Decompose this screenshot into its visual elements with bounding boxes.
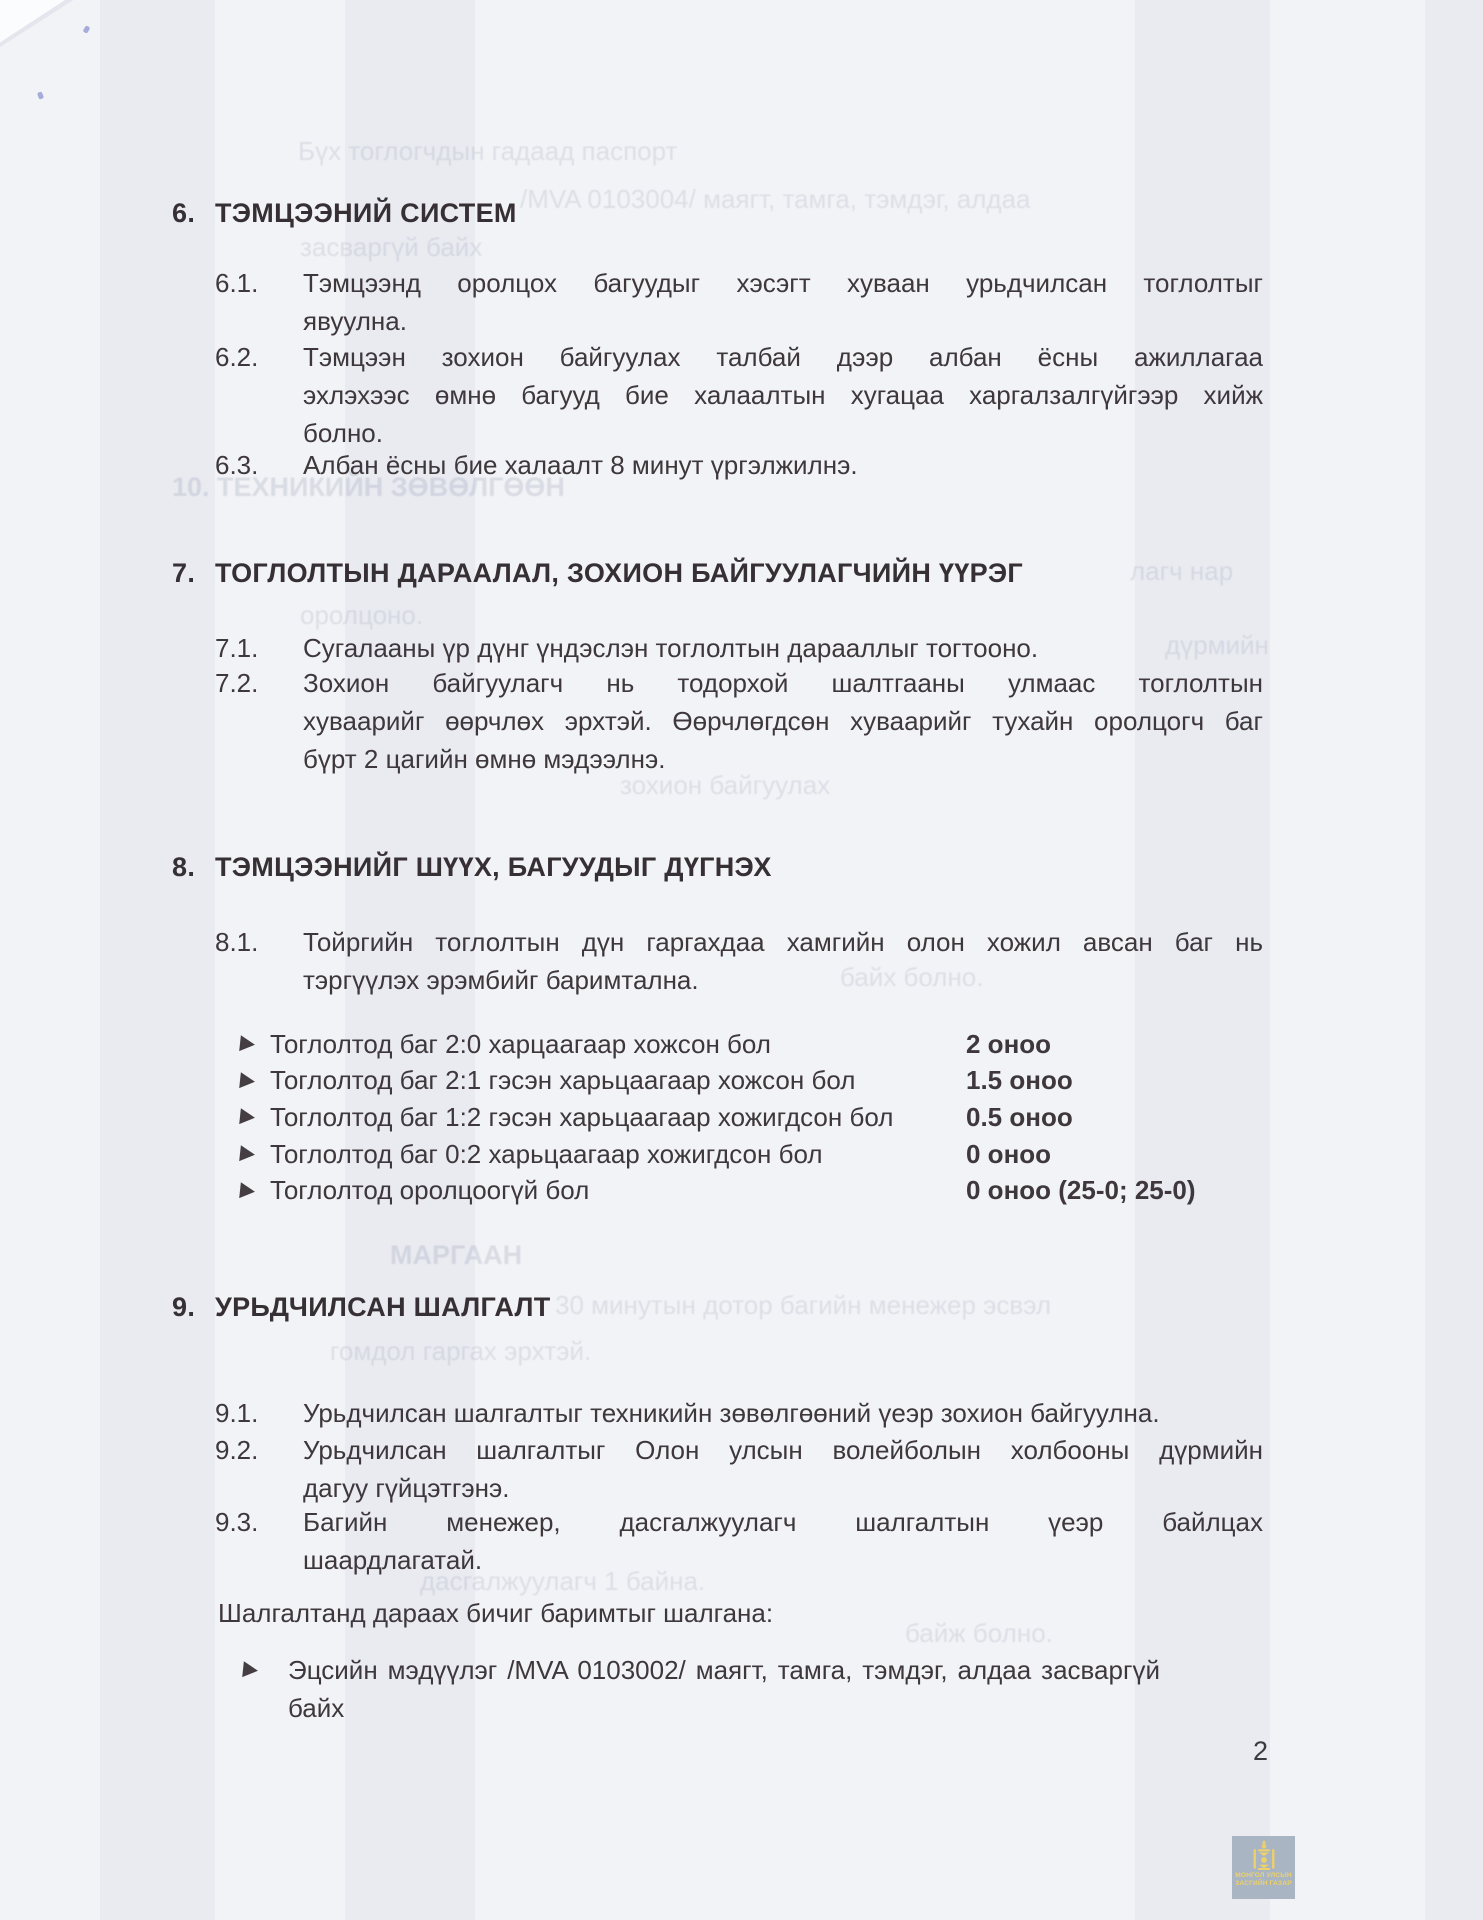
text-line: байх (288, 1693, 345, 1723)
text-line: Тойргийн тоглолтын дүн гаргахдаа хамгийн олон хожил авсан баг нь (303, 927, 1263, 957)
clause-number: 9.2. (215, 1435, 259, 1465)
clause-6-2 (215, 338, 1263, 452)
bleed-through-text: 30 минутын дотор багийн менежер эсвэл (555, 1290, 1052, 1320)
scan-streak (1425, 0, 1483, 1920)
logo-caption-line2: ЗАСГИЙН ГАЗАР (1235, 1880, 1292, 1887)
bleed-through-text: дасгалжуулагч 1 байна. (420, 1566, 706, 1596)
bleed-through-text: лагч нар (1130, 556, 1234, 586)
text-line: эхлэхээс өмнө багууд бие халаалтын хугацаа харгалзалгүйгээр хийж (303, 380, 1263, 410)
section-title: УРЬДЧИЛСАН ШАЛГАЛТ (215, 1292, 551, 1322)
scan-streak (100, 0, 215, 1920)
score-rule-label: Тоглолтод баг 0:2 харьцаагаар хожигдсон бол (270, 1138, 823, 1169)
score-rule-row (240, 1172, 1370, 1209)
section-number: 9. (172, 1292, 196, 1322)
text-line: Багийн менежер, дасгалжуулагч шалгалтын үеэр байлцах (303, 1507, 1263, 1537)
arrow-bullet-icon (240, 1073, 270, 1089)
bleed-through-text: зохион байгуулах (620, 770, 831, 800)
score-rule-value: 0 оноо (25-0; 25-0) (966, 1175, 1196, 1206)
score-rules-list (240, 1026, 1370, 1209)
clause-text (303, 338, 1263, 452)
page-corner-fold (0, 0, 130, 118)
text-line: Албан ёсны бие халаалт 8 минут үргэлжилнэ. (303, 450, 858, 480)
clause-text (303, 923, 1263, 999)
bleed-through-text: байж болно. (905, 1618, 1053, 1648)
clause-number: 7.1. (215, 633, 259, 663)
text-line: Сугалааны үр дүнг үндэслэн тоглолтын дарааллыг тогтооно. (303, 633, 1039, 663)
bleed-through-text: байх болно. (840, 962, 984, 992)
clause-number: 9.3. (215, 1507, 259, 1537)
score-rule-label: Тоглолтод баг 2:1 гэсэн харьцаагаар хожсон бол (270, 1065, 856, 1096)
section-6-heading (172, 196, 517, 230)
score-rule-value: 0 оноо (966, 1138, 1052, 1169)
score-rule-label: Тоглолтод оролцоогүй бол (270, 1175, 590, 1206)
ink-speck (37, 91, 44, 99)
text-line: Урьдчилсан шалгалтыг техникийн зөвөлгөөний үеэр зохион байгуулна. (303, 1398, 1160, 1428)
clause-8-1 (215, 923, 1263, 999)
section-7-heading (172, 556, 1023, 590)
clause-number: 8.1. (215, 927, 259, 957)
clause-text (303, 1431, 1263, 1507)
clause-text (303, 1394, 1263, 1432)
section-title: ТЭМЦЭЭНИЙ СИСТЕМ (215, 198, 517, 228)
check-item-text (288, 1651, 1160, 1727)
text-line: бүрт 2 цагийн өмнө мэдээлнэ. (303, 744, 666, 774)
clause-text (303, 664, 1263, 778)
clause-text (303, 446, 1263, 484)
arrow-bullet-icon (243, 1651, 288, 1727)
section-number: 7. (172, 558, 196, 588)
text-line: тэргүүлэх эрэмбийг баримтална. (303, 965, 699, 995)
score-rule-value: 0.5 оноо (966, 1101, 1073, 1132)
bleed-through-text: гомдол гаргах эрхтэй. (330, 1336, 592, 1366)
bleed-through-text: 10. ТЕХНИКИЙН ЗӨВӨЛГӨӨН (172, 472, 565, 502)
clause-text (303, 1503, 1263, 1579)
clause-number: 6.2. (215, 342, 259, 372)
clause-number: 9.1. (215, 1398, 259, 1428)
logo-caption-line1: МОНГОЛ УЛСЫН (1235, 1872, 1292, 1879)
clause-number: 6.3. (215, 450, 259, 480)
soyombo-icon (1253, 1840, 1275, 1870)
score-rule-row (240, 1063, 1370, 1100)
ink-speck (83, 25, 91, 34)
check-list-item (243, 1651, 1173, 1727)
score-rule-row (240, 1026, 1370, 1063)
text-line: Тэмцээн зохион байгуулах талбай дээр албан ёсны ажиллагаа (303, 342, 1263, 372)
bleed-through-text: Бүх тоглогчдын гадаад паспорт (298, 136, 678, 166)
text-line: Эцсийн мэдүүлэг /MVA 0103002/ маягт, тамга, тэмдэг, алдаа засваргүй (288, 1655, 1160, 1685)
text-line: шаардлагатай. (303, 1545, 483, 1575)
bleed-through-text: МАРГААН (390, 1240, 523, 1270)
clause-9-3 (215, 1503, 1263, 1579)
text-line: дагуу гүйцэтгэнэ. (303, 1473, 510, 1503)
clause-number: 6.1. (215, 268, 259, 298)
clause-text (303, 264, 1263, 340)
score-rule-value: 1.5 оноо (966, 1065, 1073, 1096)
clause-9-2 (215, 1431, 1263, 1507)
clause-6-3 (215, 446, 1263, 484)
clause-number: 7.2. (215, 668, 259, 698)
text-line: Тэмцээнд оролцох багуудыг хэсэгт хуваан урьдчилсан тоглолтыг (303, 268, 1263, 298)
text-line: явуулна. (303, 306, 407, 336)
bleed-through-text: дүрмийн (1165, 630, 1269, 660)
clause-text (303, 629, 1263, 667)
bleed-through-text: оролцоно. (300, 600, 424, 630)
section-title: ТЭМЦЭЭНИЙГ ШҮҮХ, БАГУУДЫГ ДҮГНЭХ (215, 852, 772, 882)
score-rule-label: Тоглолтод баг 1:2 гэсэн харьцаагаар хожигдсон бол (270, 1101, 894, 1132)
score-rule-row (240, 1136, 1370, 1173)
section-title: ТОГЛОЛТЫН ДАРААЛАЛ, ЗОХИОН БАЙГУУЛАГЧИЙН ҮҮРЭГ (215, 558, 1024, 588)
arrow-bullet-icon (240, 1183, 270, 1199)
text-line: Урьдчилсан шалгалтыг Олон улсын волейболын холбооны дүрмийн (303, 1435, 1263, 1465)
government-of-mongolia-logo (1232, 1836, 1295, 1899)
arrow-bullet-icon (240, 1146, 270, 1162)
score-rule-label: Тоглолтод баг 2:0 харцаагаар хожсон бол (270, 1028, 771, 1059)
clause-9-1 (215, 1394, 1263, 1432)
bleed-through-text: засваргүй байх (300, 232, 483, 262)
check-list-intro: Шалгалтанд дараах бичиг баримтыг шалгана: (218, 1598, 774, 1628)
arrow-bullet-icon (240, 1036, 270, 1052)
score-rule-row (240, 1099, 1370, 1136)
text-line: хуваарийг өөрчлөх эрхтэй. Өөрчлөгдсөн хуваарийг тухайн оролцогч баг (303, 706, 1263, 736)
section-8-heading (172, 850, 772, 884)
section-number: 6. (172, 198, 196, 228)
clause-7-2 (215, 664, 1263, 778)
arrow-bullet-icon (240, 1109, 270, 1125)
text-line: болно. (303, 418, 383, 448)
clause-7-1 (215, 629, 1263, 667)
clause-6-1 (215, 264, 1263, 340)
score-rule-value: 2 оноо (966, 1028, 1052, 1059)
section-9-heading (172, 1290, 551, 1324)
text-line: Зохион байгуулагч нь тодорхой шалтгааны улмаас тоглолтын (303, 668, 1263, 698)
bleed-through-text: /MVA 0103004/ маягт, тамга, тэмдэг, алдаа (520, 184, 1031, 214)
section-number: 8. (172, 852, 196, 882)
page-number: 2 (1253, 1736, 1269, 1766)
